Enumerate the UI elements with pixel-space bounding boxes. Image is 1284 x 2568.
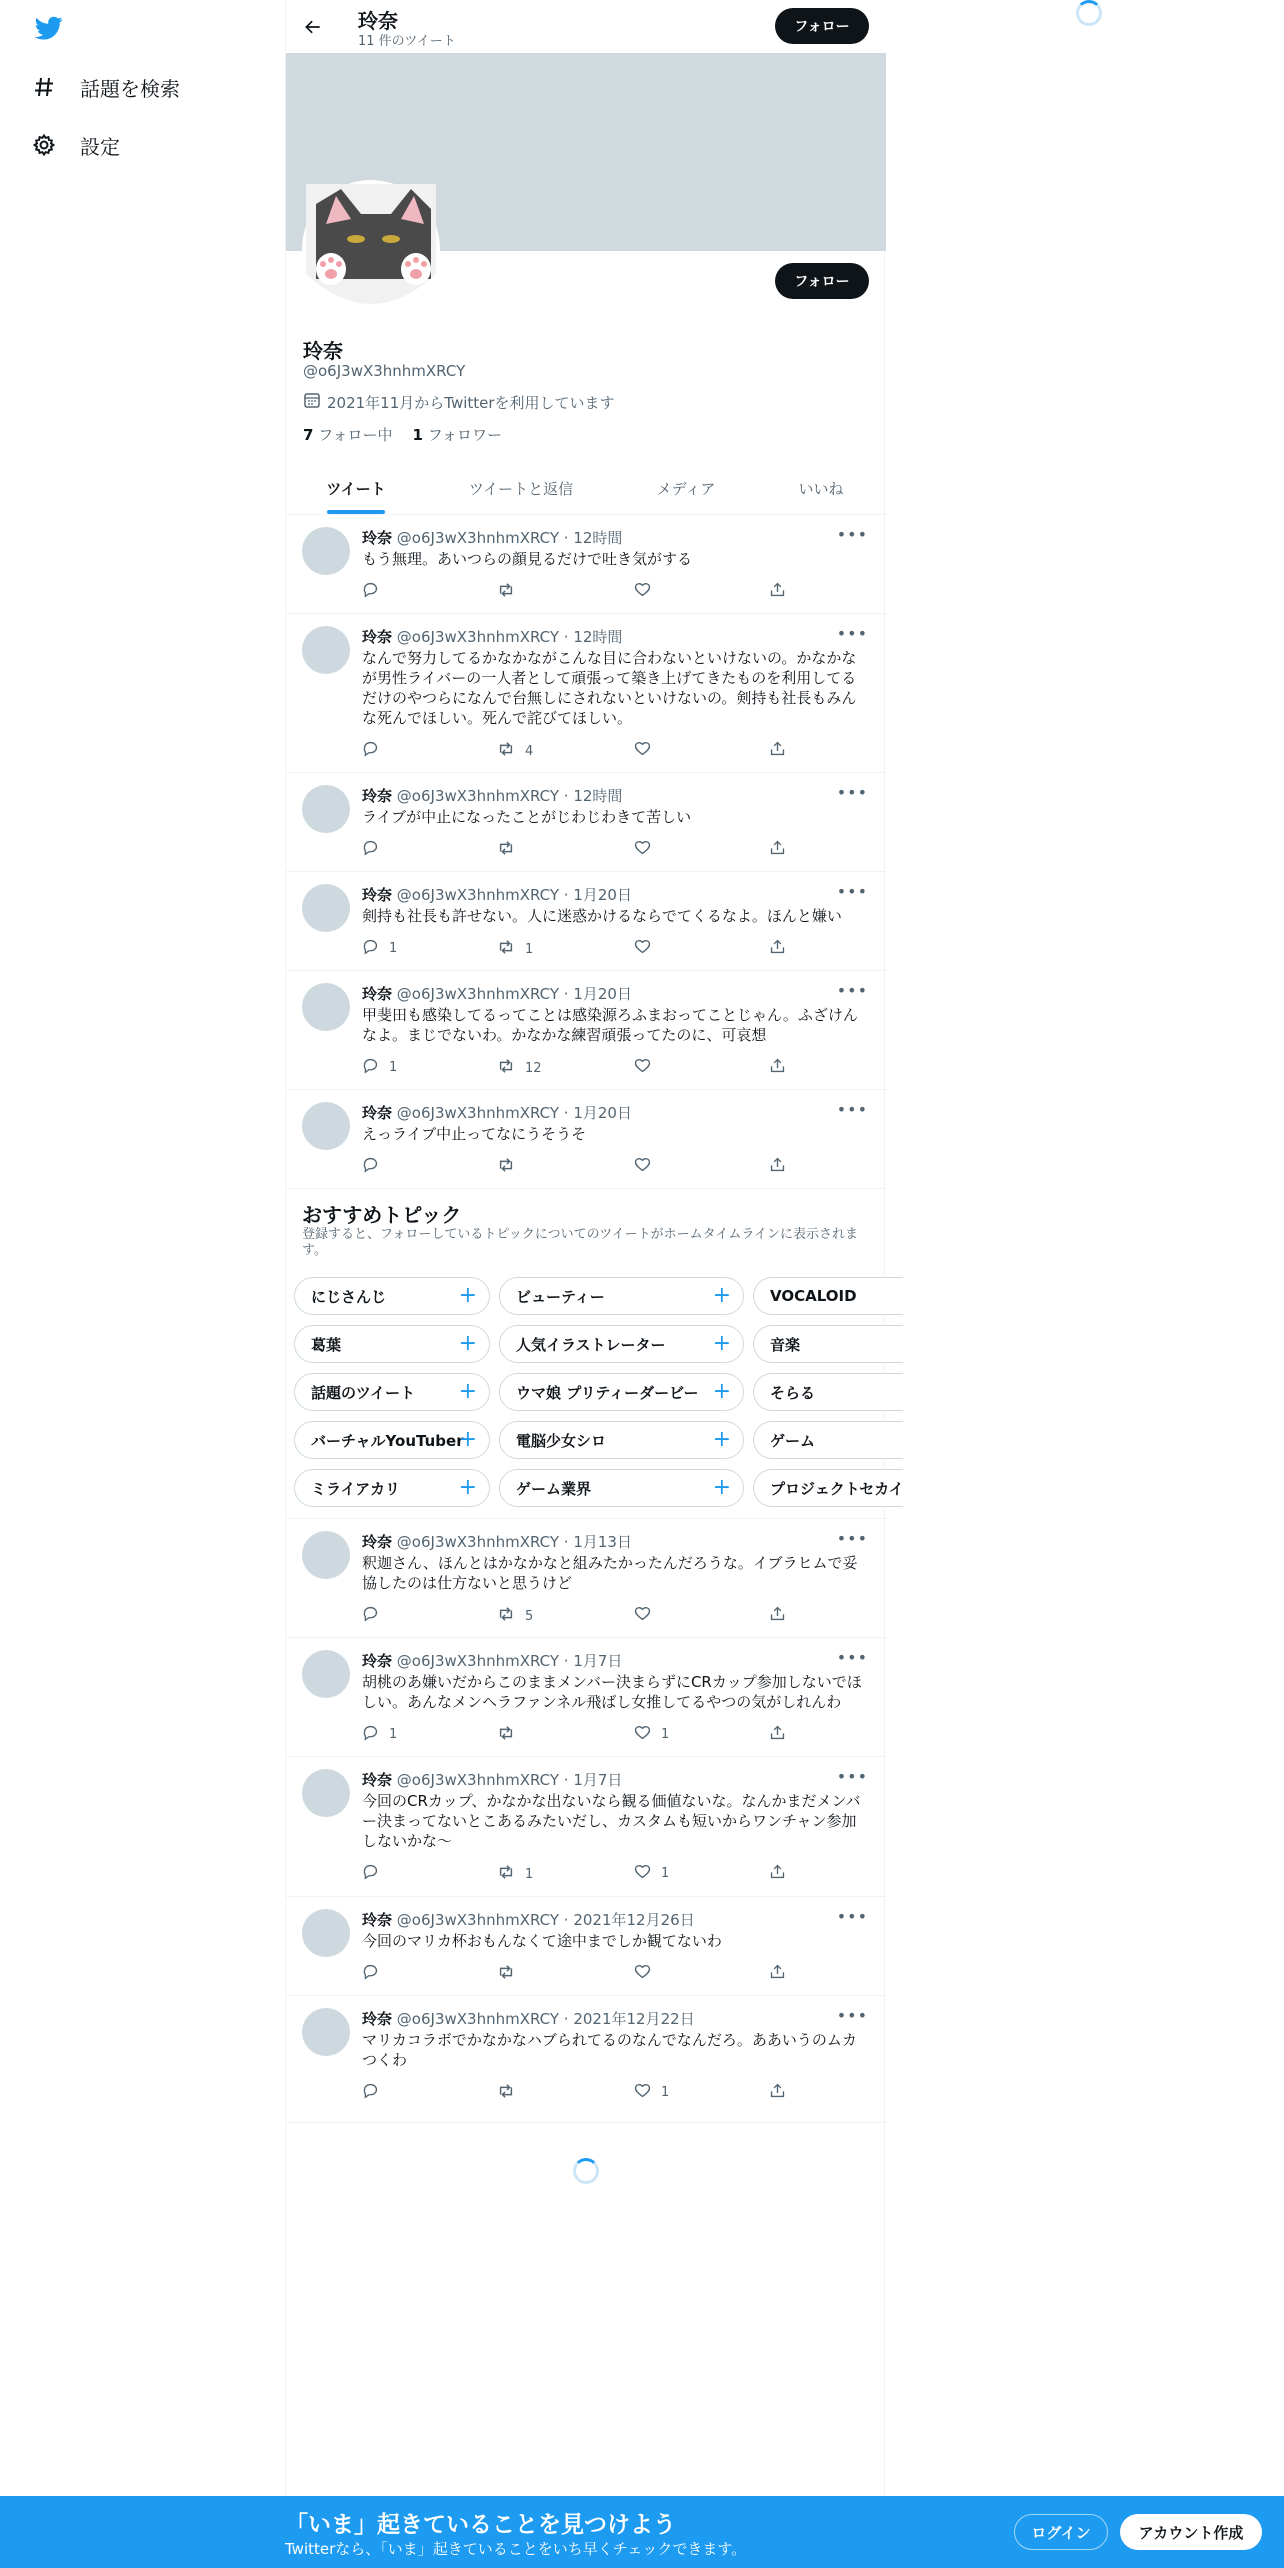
tweet-header: [362, 527, 622, 548]
tweet[interactable]: [286, 971, 886, 1090]
like-button[interactable]: [634, 1057, 661, 1078]
tweet-avatar[interactable]: [302, 1769, 350, 1817]
tweet-text: 釈迦さん、ほんとはかなかなと組みたかったんだろうな。イブラヒムで妥協したのは仕方ないと思うけど: [362, 1554, 858, 1592]
tweet-text: なんで努力してるかなかながこんな目に合わないといけないの。かなかなが男性ライバーの一人者として頑張って築き上げてきたものを利用してるだけのやつらになんで台無しにされないといけないの。剣持も社長もみんな死んでほしい。死んで詫びてほしい。: [362, 649, 857, 727]
tab-media[interactable]: メディア: [656, 480, 716, 498]
tweet[interactable]: [286, 1638, 886, 1757]
tweet-actions: [362, 581, 782, 601]
like-button[interactable]: [634, 581, 661, 602]
tweet[interactable]: [286, 1996, 886, 2123]
reply-icon: [362, 839, 379, 860]
share-button[interactable]: [769, 1057, 786, 1078]
topic-label: ビューティー: [516, 1287, 605, 1306]
tweet-time[interactable]: 1月20日: [573, 985, 632, 1003]
tweet-header: [362, 1102, 632, 1123]
profile-column: [285, 0, 904, 2500]
reply-icon: [362, 938, 379, 959]
retweet-button[interactable]: [497, 839, 525, 861]
retweet-button[interactable]: [497, 581, 525, 603]
tweet-actions: [362, 938, 782, 958]
more-options-icon[interactable]: •••: [836, 1648, 868, 1667]
share-button[interactable]: [769, 2082, 786, 2103]
retweet-icon: [497, 1863, 515, 1885]
retweet-button[interactable]: [497, 740, 533, 762]
tweet-avatar[interactable]: [302, 1909, 350, 1957]
reply-button[interactable]: [362, 1156, 389, 1177]
share-icon: [769, 2082, 786, 2103]
retweet-count: 5: [525, 1608, 534, 1624]
tweet-author-handle[interactable]: @o6J3wX3hnhmXRCY: [396, 886, 560, 904]
topic-label: ミライアカリ: [311, 1479, 400, 1498]
dot-separator: ·: [559, 2010, 574, 2028]
reply-count: 1: [389, 941, 398, 956]
heart-icon: [634, 1156, 651, 1177]
tweet-author-name[interactable]: 玲奈: [362, 2010, 393, 2028]
plus-icon[interactable]: +: [712, 1283, 731, 1308]
timeline-loading-spinner: [573, 2158, 599, 2184]
cat-avatar-image: [306, 184, 436, 314]
retweet-count: 12: [525, 1060, 542, 1076]
profile-joined: [303, 391, 615, 413]
tweet-avatar[interactable]: [302, 1531, 350, 1579]
twitter-bird-icon[interactable]: [33, 14, 65, 42]
tweet-text: 今回のマリカ杯おもんなくて途中までしか観てないわ: [362, 1932, 722, 1950]
retweet-icon: [497, 839, 515, 861]
tweet-time[interactable]: 1月20日: [573, 886, 632, 904]
like-button[interactable]: [634, 740, 661, 761]
reply-button[interactable]: [362, 1963, 389, 1984]
recommended-topics: [286, 1189, 904, 1519]
back-arrow-icon[interactable]: [296, 10, 330, 44]
like-button[interactable]: [634, 1724, 669, 1745]
profile-follow-button[interactable]: フォロー: [775, 263, 869, 299]
dot-separator: ·: [559, 628, 574, 646]
topic-chip[interactable]: [499, 1373, 744, 1411]
header-follow-button[interactable]: フォロー: [775, 8, 869, 44]
signup-button[interactable]: アカウント作成: [1120, 2514, 1262, 2550]
share-icon: [769, 1057, 786, 1078]
topic-chip[interactable]: [753, 1469, 903, 1507]
reply-button[interactable]: [362, 1605, 389, 1626]
dot-separator: ·: [559, 1533, 574, 1551]
topic-label: 人気イラストレーター: [516, 1335, 666, 1354]
dot-separator: ·: [559, 1911, 574, 1929]
tweet-actions: [362, 1963, 782, 1983]
like-button[interactable]: [634, 1963, 661, 1984]
profile-header: [286, 0, 886, 53]
nav-settings-label: 設定: [80, 134, 120, 159]
tweet-time[interactable]: 1月7日: [573, 1652, 623, 1670]
tweet[interactable]: [286, 1757, 886, 1897]
follow-stats: [303, 424, 502, 445]
tweet-time[interactable]: 1月13日: [573, 1533, 632, 1551]
share-icon: [769, 581, 786, 602]
retweet-icon: [497, 938, 515, 960]
tweet[interactable]: [286, 614, 886, 773]
tweet-author-name[interactable]: 玲奈: [362, 1104, 393, 1122]
retweet-count: 1: [525, 941, 534, 957]
share-button[interactable]: [769, 1963, 786, 1984]
tweet-time[interactable]: 12時間: [573, 628, 623, 646]
tweet-header: [362, 983, 632, 1004]
reply-button[interactable]: [362, 1724, 397, 1745]
tweet-actions: [362, 839, 782, 859]
topic-chip[interactable]: [294, 1421, 490, 1459]
heart-icon: [634, 1863, 651, 1884]
tab-indicator: [327, 510, 385, 514]
more-options-icon[interactable]: •••: [836, 525, 868, 544]
tweet-avatar[interactable]: [302, 983, 350, 1031]
heart-icon: [634, 938, 651, 959]
topic-label: ゲーム業界: [516, 1479, 592, 1498]
plus-icon[interactable]: +: [458, 1331, 477, 1356]
following-link[interactable]: 7 フォロー中: [303, 426, 393, 444]
share-icon: [769, 839, 786, 860]
tweet-author-handle[interactable]: @o6J3wX3hnhmXRCY: [396, 1104, 560, 1122]
tweet[interactable]: [286, 773, 886, 872]
retweet-button[interactable]: [497, 1156, 525, 1178]
retweet-button[interactable]: [497, 1605, 533, 1627]
topic-label: プロジェクトセカイ: [770, 1479, 904, 1498]
tab-tweets-and-replies[interactable]: ツイートと返信: [468, 480, 574, 498]
topic-chip[interactable]: [753, 1421, 903, 1459]
more-options-icon[interactable]: •••: [836, 1767, 868, 1786]
tweet[interactable]: [286, 1519, 886, 1638]
tweet-time[interactable]: 2021年12月22日: [573, 2010, 695, 2028]
share-icon: [769, 1156, 786, 1177]
tweet-avatar[interactable]: [302, 2008, 350, 2056]
share-button[interactable]: [769, 938, 786, 959]
topic-chip[interactable]: [753, 1325, 903, 1363]
tweet-author-name[interactable]: 玲奈: [362, 886, 393, 904]
tweet-actions: [362, 1863, 782, 1883]
tweet-text: ライブが中止になったことがじわじわきて苦しい: [362, 808, 692, 826]
topic-label: ゲーム: [770, 1431, 816, 1450]
share-icon: [769, 1605, 786, 1626]
hashtag-icon: [30, 73, 58, 101]
tweet-header: [362, 1909, 695, 1930]
plus-icon[interactable]: +: [458, 1427, 477, 1452]
heart-icon: [634, 1605, 651, 1626]
tweet-author-handle[interactable]: @o6J3wX3hnhmXRCY: [396, 985, 560, 1003]
reply-icon: [362, 740, 379, 761]
tweet-author-name[interactable]: 玲奈: [362, 529, 393, 547]
heart-icon: [634, 839, 651, 860]
signup-banner: [0, 2496, 1284, 2568]
tweet-author-name[interactable]: 玲奈: [362, 1911, 393, 1929]
share-button[interactable]: [769, 1156, 786, 1177]
tweet-actions: [362, 1057, 782, 1077]
retweet-icon: [497, 581, 515, 603]
like-button[interactable]: [634, 938, 661, 959]
tweet-avatar[interactable]: [302, 1102, 350, 1150]
topic-chip[interactable]: [753, 1277, 903, 1315]
dot-separator: ·: [559, 985, 574, 1003]
reply-button[interactable]: [362, 938, 397, 959]
tweet-actions: [362, 1724, 782, 1744]
like-button[interactable]: [634, 1863, 669, 1884]
reply-icon: [362, 1724, 379, 1745]
nav-explore[interactable]: [30, 62, 180, 112]
tweet-time[interactable]: 1月20日: [573, 1104, 632, 1122]
retweet-icon: [497, 2082, 515, 2104]
reply-count: 1: [389, 1060, 398, 1075]
tweet-text: 胡桃のあ嫌いだからこのままメンバー決まらずにCRカップ参加しないでほしい。あんなメンヘラファンネル飛ばし女推してるやつの気がしれんわ: [362, 1673, 862, 1711]
tweet-time[interactable]: 1月7日: [573, 1771, 623, 1789]
retweet-icon: [497, 740, 515, 762]
share-button[interactable]: [769, 581, 786, 602]
like-button[interactable]: [634, 839, 661, 860]
plus-icon[interactable]: +: [712, 1331, 731, 1356]
topic-chip[interactable]: [294, 1325, 490, 1363]
more-options-icon[interactable]: •••: [836, 1100, 868, 1119]
topic-label: 電脳少女シロ: [516, 1431, 607, 1450]
topic-chip[interactable]: [753, 1373, 903, 1411]
plus-icon[interactable]: +: [712, 1427, 731, 1452]
reply-button[interactable]: [362, 581, 389, 602]
like-count: 1: [661, 1866, 670, 1881]
topic-chip[interactable]: [499, 1277, 744, 1315]
retweet-count: 4: [525, 743, 534, 759]
tweet-actions: [362, 2082, 782, 2102]
tweet-author-handle[interactable]: @o6J3wX3hnhmXRCY: [396, 1533, 560, 1551]
tweet-author-name[interactable]: 玲奈: [362, 985, 393, 1003]
tweet-avatar[interactable]: [302, 626, 350, 674]
like-count: 1: [661, 1727, 670, 1742]
header-tweet-count: 11 件のツイート: [358, 34, 456, 49]
topic-chip[interactable]: [294, 1469, 490, 1507]
heart-icon: [634, 1724, 651, 1745]
heart-icon: [634, 740, 651, 761]
tweet-avatar[interactable]: [302, 1650, 350, 1698]
nav-explore-label: 話題を検索: [80, 76, 180, 101]
reply-count: 1: [389, 1727, 398, 1742]
tweet[interactable]: [286, 515, 886, 614]
retweet-icon: [497, 1963, 515, 1985]
more-options-icon[interactable]: •••: [836, 981, 868, 1000]
topic-chip[interactable]: [294, 1277, 490, 1315]
tweet[interactable]: [286, 872, 886, 971]
tweet-author-name[interactable]: 玲奈: [362, 1652, 393, 1670]
tweet-time[interactable]: 2021年12月26日: [573, 1911, 695, 1929]
tweet-author-name[interactable]: 玲奈: [362, 1771, 393, 1789]
followers-link[interactable]: 1 フォロワー: [412, 426, 502, 444]
topic-chip[interactable]: [294, 1373, 490, 1411]
tweet-author-handle[interactable]: @o6J3wX3hnhmXRCY: [396, 1771, 560, 1789]
tab-likes[interactable]: いいね: [798, 480, 844, 498]
login-button[interactable]: ログイン: [1014, 2514, 1108, 2550]
dot-separator: ·: [559, 886, 574, 904]
plus-icon[interactable]: +: [712, 1475, 731, 1500]
topic-chip[interactable]: [499, 1421, 744, 1459]
topic-label: そらる: [770, 1383, 816, 1402]
tweet[interactable]: [286, 1090, 886, 1189]
dot-separator: ·: [559, 787, 574, 805]
more-options-icon[interactable]: •••: [836, 1529, 868, 1548]
tweet-avatar[interactable]: [302, 785, 350, 833]
tweet-author-name[interactable]: 玲奈: [362, 787, 393, 805]
tweet-avatar[interactable]: [302, 527, 350, 575]
topic-chip[interactable]: [499, 1325, 744, 1363]
retweet-icon: [497, 1156, 515, 1178]
reply-button[interactable]: [362, 839, 389, 860]
banner-title: 「いま」起きていることを見つけよう: [285, 2512, 676, 2538]
tweet-header: [362, 1650, 622, 1671]
reply-button[interactable]: [362, 2082, 389, 2103]
share-icon: [769, 938, 786, 959]
retweet-icon: [497, 1724, 515, 1746]
like-button[interactable]: [634, 1605, 661, 1626]
tweet-time[interactable]: 12時間: [573, 529, 623, 547]
share-button[interactable]: [769, 740, 786, 761]
plus-icon[interactable]: +: [712, 1379, 731, 1404]
tweet-author-handle[interactable]: @o6J3wX3hnhmXRCY: [396, 2010, 560, 2028]
like-button[interactable]: [634, 1156, 661, 1177]
tweet-author-name[interactable]: 玲奈: [362, 1533, 393, 1551]
more-options-icon[interactable]: •••: [836, 2006, 868, 2025]
tweet[interactable]: [286, 1897, 886, 1996]
tweet-header: [362, 2008, 695, 2029]
banner-subtitle: Twitterなら、「いま」起きていることをいち早くチェックできます。: [285, 2540, 747, 2558]
share-icon: [769, 1724, 786, 1745]
topic-label: 話題のツイート: [311, 1383, 415, 1402]
topics-subtitle: 登録すると、フォローしているトピックについてのツイートがホームタイムラインに表示されます。: [302, 1227, 859, 1258]
more-options-icon[interactable]: •••: [836, 882, 868, 901]
share-icon: [769, 1863, 786, 1884]
reply-button[interactable]: [362, 1057, 397, 1078]
reply-icon: [362, 1863, 379, 1884]
tweet-text: 剣持も社長も許せない。人に迷惑かけるならでてくるなよ。ほんと嫌い: [362, 907, 842, 925]
topic-label: VOCALOID: [770, 1287, 857, 1305]
nav-settings[interactable]: [30, 120, 120, 170]
tweet-header: [362, 626, 622, 647]
share-button[interactable]: [769, 1863, 786, 1884]
topic-chip[interactable]: [499, 1469, 744, 1507]
retweet-count: 1: [525, 1866, 534, 1882]
tweet-actions: [362, 740, 782, 760]
plus-icon[interactable]: +: [458, 1475, 477, 1500]
reply-button[interactable]: [362, 740, 389, 761]
like-count: 1: [661, 2085, 670, 2100]
tab-tweets[interactable]: ツイート: [326, 480, 386, 498]
tweet-author-name[interactable]: 玲奈: [362, 628, 393, 646]
topic-label: 葛葉: [311, 1335, 342, 1354]
reply-icon: [362, 581, 379, 602]
tweet-author-handle[interactable]: @o6J3wX3hnhmXRCY: [396, 1652, 560, 1670]
profile-avatar[interactable]: [302, 180, 440, 318]
retweet-button[interactable]: [497, 1863, 533, 1885]
loading-spinner: [1076, 0, 1102, 26]
joined-text: 2021年11月からTwitterを利用しています: [327, 393, 615, 412]
reply-icon: [362, 2082, 379, 2103]
like-button[interactable]: [634, 2082, 669, 2103]
share-button[interactable]: [769, 839, 786, 860]
tweet-text: えっライブ中止ってなにうそうそ: [362, 1125, 587, 1143]
tweet-author-handle[interactable]: @o6J3wX3hnhmXRCY: [396, 628, 560, 646]
retweet-icon: [497, 1057, 515, 1079]
share-button[interactable]: [769, 1605, 786, 1626]
retweet-button[interactable]: [497, 1724, 525, 1746]
topic-label: バーチャルYouTuber: [311, 1431, 464, 1450]
tweet-author-handle[interactable]: @o6J3wX3hnhmXRCY: [396, 787, 560, 805]
reply-button[interactable]: [362, 1863, 389, 1884]
tweet-header: [362, 884, 632, 905]
share-button[interactable]: [769, 1724, 786, 1745]
reply-icon: [362, 1963, 379, 1984]
tweet-actions: [362, 1156, 782, 1176]
profile-name: 玲奈: [303, 339, 343, 363]
topics-title: おすすめトピック: [302, 1203, 462, 1227]
tweet-text: もう無理。あいつらの顔見るだけで吐き気がする: [362, 550, 693, 568]
heart-icon: [634, 1057, 651, 1078]
topic-label: ウマ娘 プリティーダービー: [516, 1383, 699, 1402]
tweet-text: 甲斐田も感染してるってことは感染源ろふまおってことじゃん。ふざけんなよ。まじでないわ。かなかな練習頑張ってたのに、可哀想: [362, 1006, 858, 1044]
retweet-button[interactable]: [497, 1057, 542, 1079]
dot-separator: ·: [559, 529, 574, 547]
tweet-time[interactable]: 12時間: [573, 787, 623, 805]
share-icon: [769, 740, 786, 761]
tweet-text: マリカコラボでかなかなハブられてるのなんでなんだろ。ああいうのムカつくわ: [362, 2031, 857, 2069]
heart-icon: [634, 1963, 651, 1984]
more-options-icon[interactable]: •••: [836, 624, 868, 643]
heart-icon: [634, 581, 651, 602]
tweet-actions: [362, 1605, 782, 1625]
tweet-author-handle[interactable]: @o6J3wX3hnhmXRCY: [396, 529, 560, 547]
dot-separator: ·: [559, 1652, 574, 1670]
reply-icon: [362, 1605, 379, 1626]
tweet-avatar[interactable]: [302, 884, 350, 932]
reply-icon: [362, 1156, 379, 1177]
share-icon: [769, 1963, 786, 1984]
heart-icon: [634, 2082, 651, 2103]
reply-icon: [362, 1057, 379, 1078]
calendar-icon: [303, 391, 321, 413]
plus-icon[interactable]: +: [458, 1283, 477, 1308]
retweet-button[interactable]: [497, 938, 533, 960]
retweet-button[interactable]: [497, 1963, 525, 1985]
profile-handle: @o6J3wX3hnhmXRCY: [303, 362, 466, 380]
gear-icon: [30, 131, 58, 159]
tweet-header: [362, 1769, 622, 1790]
tweet-header: [362, 785, 622, 806]
header-name: 玲奈: [358, 9, 398, 33]
tweet-header: [362, 1531, 632, 1552]
topic-label: 音楽: [770, 1335, 801, 1354]
more-options-icon[interactable]: •••: [836, 1907, 868, 1926]
topic-label: にじさんじ: [311, 1287, 387, 1306]
more-options-icon[interactable]: •••: [836, 783, 868, 802]
tweet-author-handle[interactable]: @o6J3wX3hnhmXRCY: [396, 1911, 560, 1929]
profile-tabs: [286, 462, 886, 515]
dot-separator: ·: [559, 1771, 574, 1789]
retweet-icon: [497, 1605, 515, 1627]
retweet-button[interactable]: [497, 2082, 525, 2104]
tweet-text: 今回のCRカップ、かなかな出ないなら観る価値ないな。なんかまだメンバー決まってないとこあるみたいだし、カスタムも短いからワンチャン参加しないかな～: [362, 1792, 861, 1850]
plus-icon[interactable]: +: [458, 1379, 477, 1404]
dot-separator: ·: [559, 1104, 574, 1122]
